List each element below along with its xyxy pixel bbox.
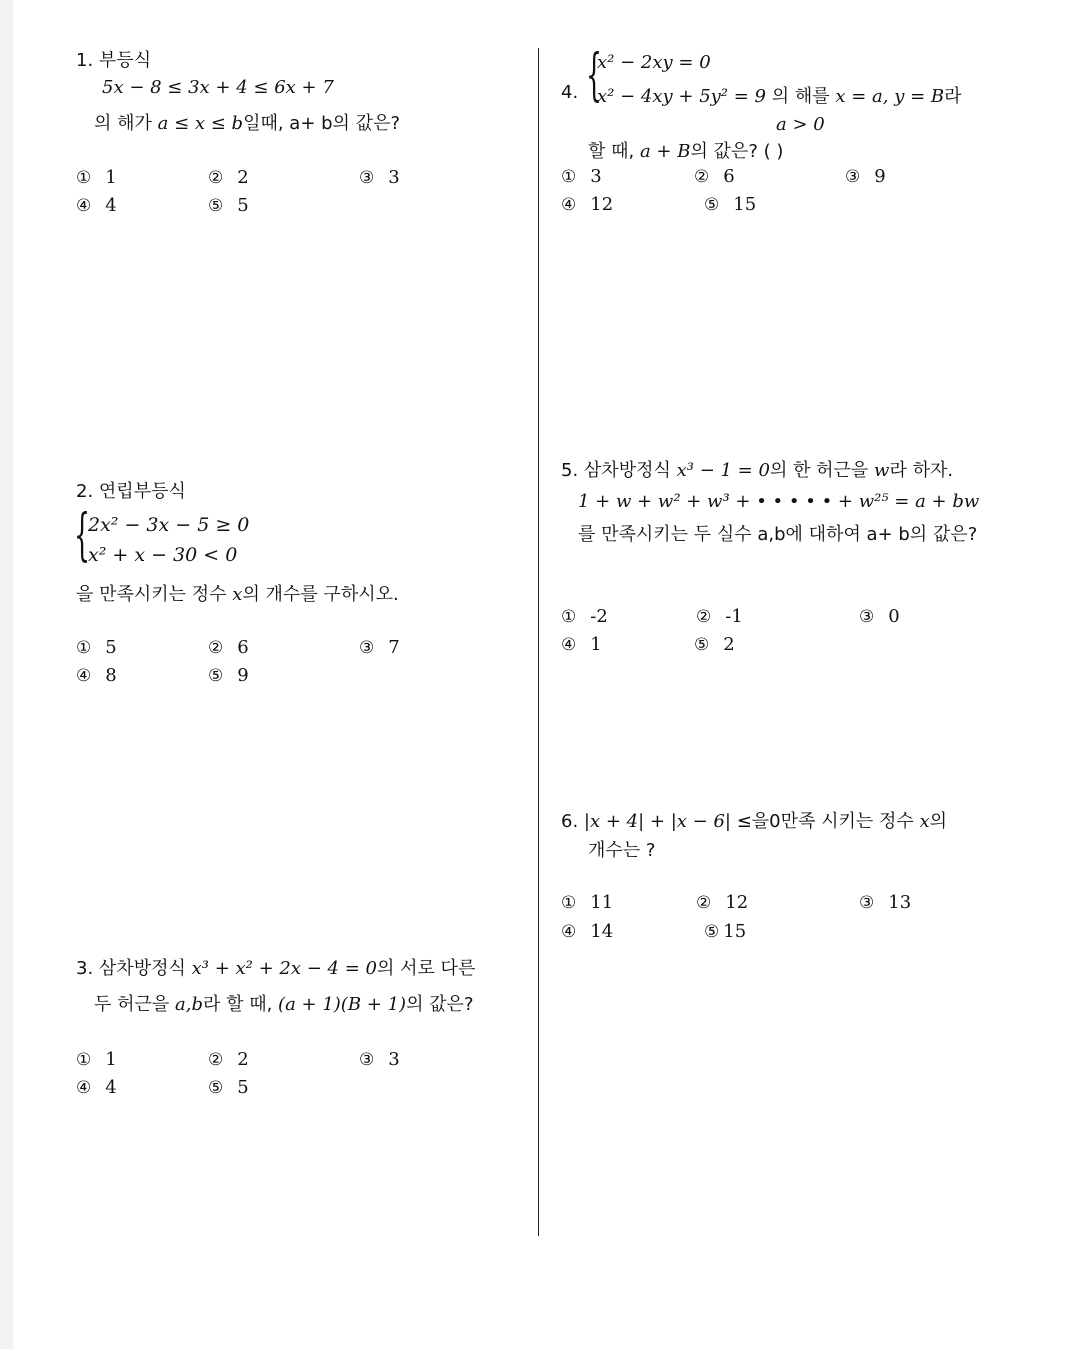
q3-choice-1[interactable]: ① 1	[76, 1049, 117, 1070]
q1-choice-1[interactable]: ① 1	[76, 167, 117, 188]
q6-choice-5[interactable]: ⑤ 15	[704, 921, 747, 942]
q2-system-2: x² + x − 30 < 0	[88, 544, 238, 566]
q5-choice-2[interactable]: ② -1	[696, 606, 743, 627]
q5-choice-4[interactable]: ④ 1	[561, 634, 602, 655]
q4-choice-1[interactable]: ① 3	[561, 166, 602, 187]
column-divider	[538, 48, 539, 1236]
q6-choice-4[interactable]: ④ 14	[561, 921, 614, 942]
q2-text: 을 만족시키는 정수 x의 개수를 구하시오.	[76, 584, 399, 605]
q2-system-1: 2x² − 3x − 5 ≥ 0	[88, 514, 250, 536]
q2-title: 2. 연립부등식	[76, 481, 186, 502]
q4-brace: {	[586, 43, 603, 108]
q1-choice-3[interactable]: ③ 3	[359, 167, 400, 188]
q1-equation: 5x − 8 ≤ 3x + 4 ≤ 6x + 7	[102, 77, 334, 98]
q3-choice-5[interactable]: ⑤ 5	[208, 1077, 249, 1098]
q1-choice-4[interactable]: ④ 4	[76, 195, 117, 216]
q2-choice-4[interactable]: ④ 8	[76, 665, 117, 686]
q5-text: 를 만족시키는 두 실수 a,b에 대하여 a+ b의 값은?	[578, 524, 978, 545]
q2-choice-5[interactable]: ⑤ 9	[208, 665, 249, 686]
q6-line-2: 개수는 ?	[588, 840, 656, 861]
q4-choice-4[interactable]: ④ 12	[561, 194, 614, 215]
q2-choice-3[interactable]: ③ 7	[359, 637, 400, 658]
q5-choice-1[interactable]: ① -2	[561, 606, 608, 627]
q4-text: 할 때, a + B의 값은? ( )	[588, 141, 784, 162]
q3-line-1: 3. 삼차방정식 x³ + x² + 2x − 4 = 0의 서로 다른	[76, 958, 476, 979]
q5-choice-5[interactable]: ⑤ 2	[694, 634, 735, 655]
q4-system-2-line: x² − 4xy + 5y² = 9 의 해를 x = a, y = B라	[597, 86, 962, 107]
q4-choice-2[interactable]: ② 6	[694, 166, 735, 187]
q4-choice-3[interactable]: ③ 9	[845, 166, 886, 187]
q1-text: 의 해가 a ≤ x ≤ b일때, a+ b의 값은?	[94, 113, 400, 134]
page-edge	[0, 0, 13, 1349]
q6-choice-3[interactable]: ③ 13	[859, 892, 912, 913]
q3-choice-2[interactable]: ② 2	[208, 1049, 249, 1070]
q3-choice-4[interactable]: ④ 4	[76, 1077, 117, 1098]
q4-choice-5[interactable]: ⑤ 15	[704, 194, 757, 215]
q1-choice-2[interactable]: ② 2	[208, 167, 249, 188]
q1-title: 1. 부등식	[76, 50, 152, 71]
q6-choice-1[interactable]: ① 11	[561, 892, 614, 913]
q5-choice-3[interactable]: ③ 0	[859, 606, 900, 627]
q1-choice-5[interactable]: ⑤ 5	[208, 195, 249, 216]
q5-series: 1 + w + w² + w³ + • • • • • + w²⁵ = a + bw	[578, 491, 980, 512]
q3-line-2: 두 허근을 a,b라 할 때, (a + 1)(B + 1)의 값은?	[94, 994, 474, 1015]
q4-system-1: x² − 2xy = 0	[597, 52, 711, 73]
q6-choice-2[interactable]: ② 12	[696, 892, 749, 913]
q4-condition: a > 0	[776, 114, 825, 135]
q5-line-1: 5. 삼차방정식 x³ − 1 = 0의 한 허근을 w라 하자.	[561, 460, 954, 481]
q3-choice-3[interactable]: ③ 3	[359, 1049, 400, 1070]
q2-choice-1[interactable]: ① 5	[76, 637, 117, 658]
q6-line-1: 6. |x + 4| + |x − 6| ≤을0만족 시키는 정수 x의	[561, 811, 948, 832]
q2-brace: {	[74, 503, 91, 568]
q2-choice-2[interactable]: ② 6	[208, 637, 249, 658]
q4-number: 4.	[561, 82, 579, 103]
